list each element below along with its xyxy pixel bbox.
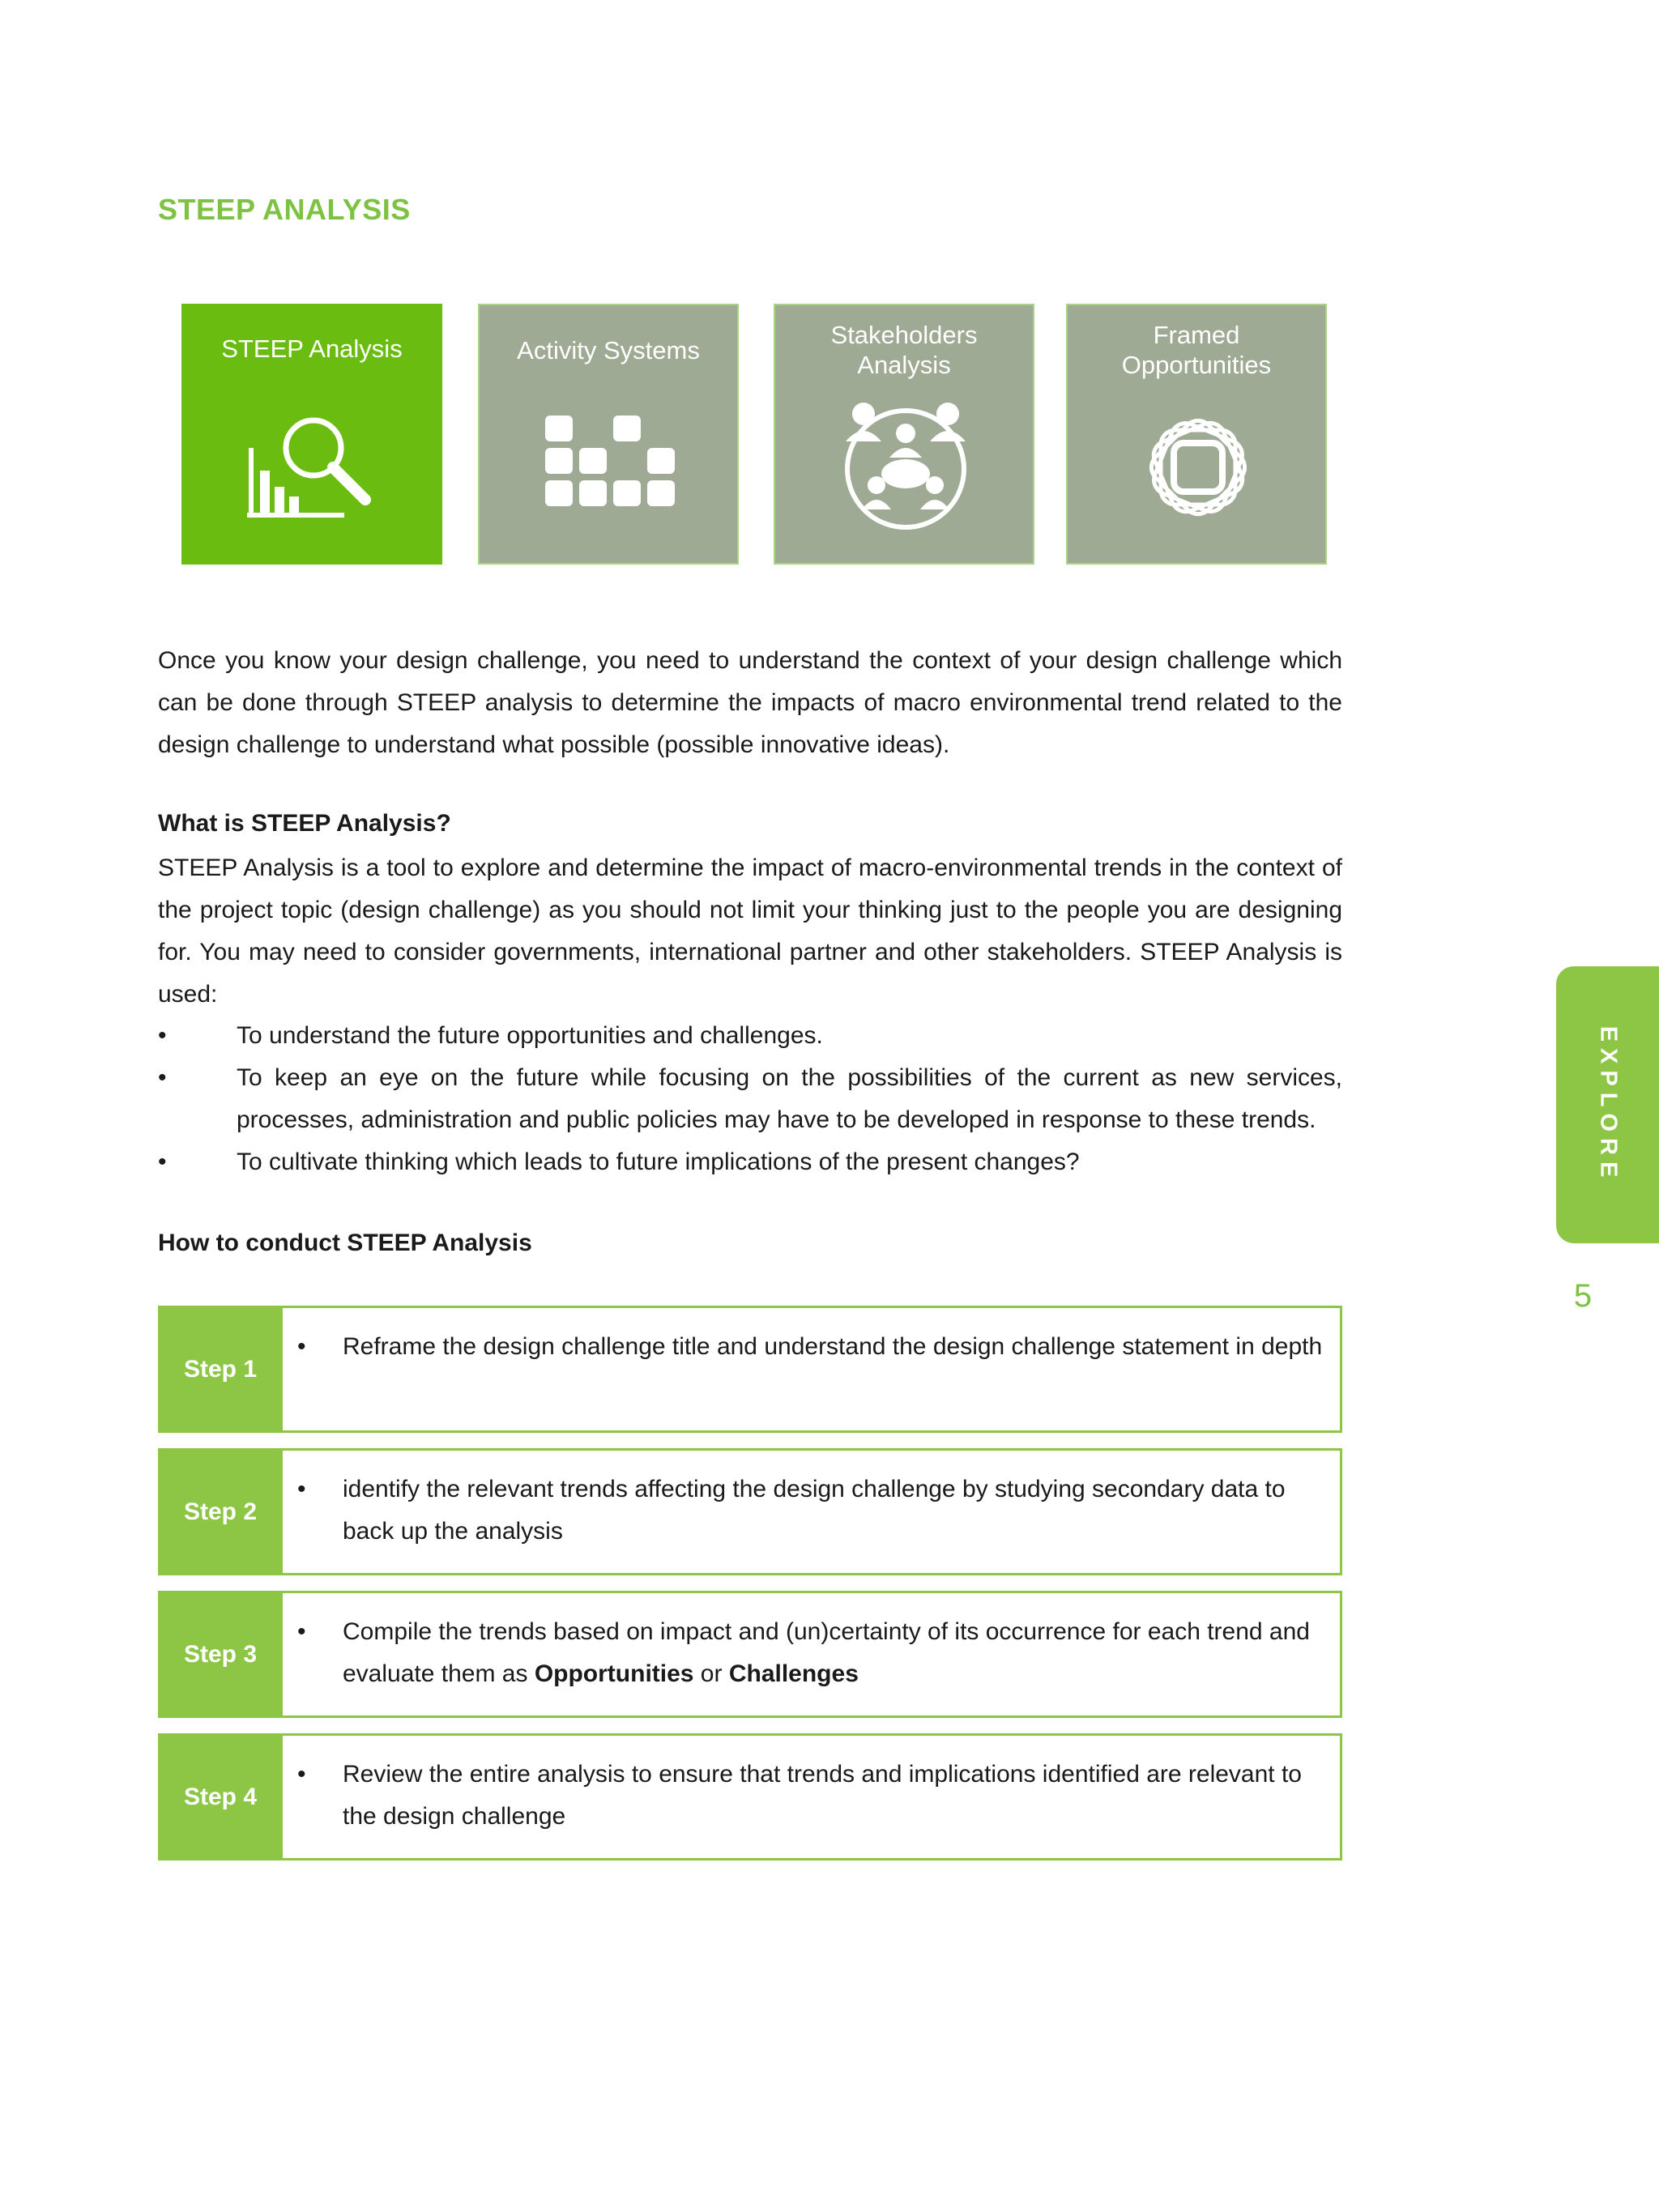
step-text (343, 1618, 1310, 1687)
section-side-tab[interactable] (1556, 966, 1659, 1243)
bullet: • (297, 1333, 306, 1360)
list-item (158, 1015, 1342, 1057)
step-body (283, 1593, 1340, 1715)
tile-label: Stakeholders Analysis (830, 321, 978, 379)
challenges-emphasis: Challenges (728, 1660, 859, 1687)
page-number: 5 (1573, 1278, 1593, 1314)
step-label: Step 2 (158, 1448, 283, 1575)
bullet: • (297, 1618, 306, 1645)
tile-label: Framed Opportunities (1121, 321, 1272, 379)
framed-square-icon (1133, 403, 1263, 532)
bullet: • (297, 1761, 306, 1788)
list-item (158, 1057, 1342, 1141)
blocks-icon (545, 403, 675, 532)
opportunities-emphasis: Opportunities (534, 1660, 694, 1687)
list-item-text: To cultivate thinking which leads to future implications of the present changes? (237, 1149, 1080, 1175)
step-row (158, 1448, 1342, 1575)
tile-stakeholders-analysis[interactable] (774, 304, 1034, 565)
step-text: Review the entire analysis to ensure that trends and implications identified are relevant to the design challenge (343, 1761, 1302, 1830)
step-row (158, 1591, 1342, 1718)
step-row (158, 1733, 1342, 1860)
bullet: • (158, 1022, 167, 1049)
step-label: Step 4 (158, 1733, 283, 1860)
what-is-paragraph: STEEP Analysis is a tool to explore and determine the impact of macro-environmental trends in the context of the project topic (design challenge) as you should not limit your thinking just to the people you are designing for. You may need to consider governments, international partner and other stakeholders. STEEP Analysis is used: (158, 855, 1342, 1008)
step-row (158, 1306, 1342, 1433)
step-text-part: or (693, 1660, 729, 1687)
step-label: Step 1 (158, 1306, 283, 1433)
tile-framed-opportunities[interactable] (1066, 304, 1327, 565)
people-circle-icon (841, 403, 970, 532)
tile-activity-systems[interactable] (478, 304, 739, 565)
step-text: Reframe the design challenge title and understand the design challenge statement in depth (343, 1333, 1323, 1360)
tile-label: Activity Systems (517, 335, 700, 364)
tile-steep-analysis[interactable] (181, 304, 442, 565)
step-text-part: Compile the trends based on impact and (un)certainty of its occurrence for each trend and evaluate them as (343, 1618, 1310, 1687)
list-item-text: To keep an eye on the future while focusing on the possibilities of the current as new services, processes, administration and public policies may have to be developed in response to these trends. (237, 1064, 1342, 1133)
tile-label: STEEP Analysis (221, 334, 403, 363)
step-label: Step 3 (158, 1591, 283, 1718)
page-title: STEEP ANALYSIS (158, 193, 411, 226)
how-to-heading: How to conduct STEEP Analysis (158, 1230, 532, 1256)
list-item-text: To understand the future opportunities and challenges. (237, 1022, 823, 1049)
intro-paragraph: Once you know your design challenge, you need to understand the context of your design challenge which can be done through STEEP analysis to determine the impacts of macro environmental trend related to the design challenge to understand what possible (possible innovative ideas). (158, 647, 1342, 758)
bullet: • (297, 1476, 306, 1502)
magnifier-chart-icon (247, 401, 377, 531)
step-text: identify the relevant trends affecting the design challenge by studying secondary data to back up the analysis (343, 1476, 1286, 1545)
step-body (283, 1308, 1340, 1430)
bullet: • (158, 1064, 167, 1091)
step-body (283, 1451, 1340, 1573)
what-is-heading: What is STEEP Analysis? (158, 810, 451, 837)
step-body (283, 1736, 1340, 1858)
list-item (158, 1141, 1342, 1183)
bullet: • (158, 1149, 167, 1175)
side-tab-label: EXPLORE (1595, 1025, 1621, 1184)
uses-list (158, 1015, 1342, 1183)
